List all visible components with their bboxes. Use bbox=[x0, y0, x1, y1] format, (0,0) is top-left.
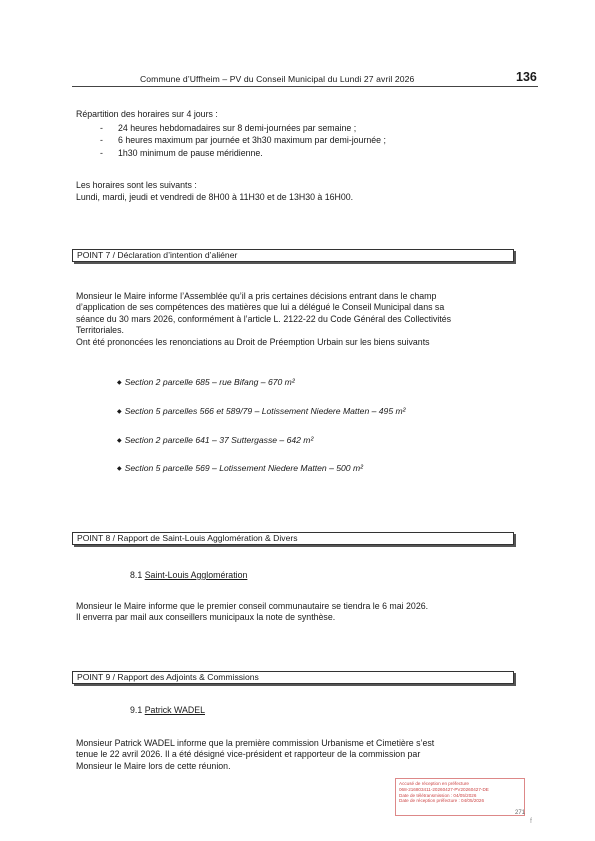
point9-paragraph: Monsieur Patrick WADEL informe que la première commission Urbanisme et Cimetière s’est tenue le 22 avril 2026. Il a été désigné vice-président et rapporteur de la commission par Monsieur le Maire lors de cette réunion. bbox=[76, 738, 435, 771]
scan-mark: f bbox=[530, 818, 532, 825]
point8-subheading: 8.1 Saint-Louis Agglomération bbox=[130, 570, 248, 580]
point7-paragraph: Monsieur le Maire informe l’Assemblée qu’il a pris certaines décisions entrant dans le champ d’application de ses compétences des matières que lui a délégué le Conseil Municipal dans sa séance du 30 mars 2026, conformément à l’article L. 2122-22 du Code Général des Collectivités Territoriales. Ont été prononcées les renonciations au Droit de Préemption Urbain sur les biens suivants bbox=[76, 291, 452, 347]
horaires-list bbox=[100, 122, 386, 159]
list-item: - 6 heures maximum par journée et 3h30 maximum par demi-journée ; bbox=[100, 135, 386, 146]
point9-subheading: 9.1 Patrick WADEL bbox=[130, 705, 205, 715]
list-item: - 1h30 minimum de pause méridienne. bbox=[100, 147, 263, 158]
point8-heading: POINT 8 / Rapport de Saint-Louis Agglomération & Divers bbox=[72, 532, 514, 545]
horaires-intro: Répartition des horaires sur 4 jours : bbox=[76, 109, 218, 119]
list-item: ◆ Section 5 parcelles 566 et 589/79 – Lotissement Niedere Matten – 495 m² bbox=[117, 406, 406, 416]
point9-heading: POINT 9 / Rapport des Adjoints & Commissions bbox=[72, 671, 514, 684]
prefecture-stamp: Accusé de réception en préfecture 068-216803411-20260427-PV20260427-DE Date de télétransmission : 04/05/2026 Date de réception préfecture : 04/05/2026 bbox=[395, 778, 525, 816]
schedule-label: Les horaires sont les suivants : bbox=[76, 180, 197, 190]
point7-heading: POINT 7 / Déclaration d’intention d’aliéner bbox=[72, 249, 514, 262]
page-number: 136 bbox=[516, 70, 537, 84]
parcel-list bbox=[117, 377, 517, 477]
page-reference: 271 bbox=[515, 810, 526, 816]
list-item: ◆ Section 2 parcelle 685 – rue Bifang – 670 m² bbox=[117, 377, 295, 387]
page-header-title: Commune d’Uffheim – PV du Conseil Municipal du Lundi 27 avril 2026 bbox=[140, 74, 415, 84]
schedule-text: Lundi, mardi, jeudi et vendredi de 8H00 à 11H30 et de 13H30 à 16H00. bbox=[76, 192, 354, 202]
list-item: - 24 heures hebdomadaires sur 8 demi-journées par semaine ; bbox=[100, 123, 357, 133]
list-item: ◆ Section 5 parcelle 569 – Lotissement Niedere Matten – 500 m² bbox=[117, 463, 363, 473]
list-item: ◆ Section 2 parcelle 641 – 37 Suttergasse – 642 m² bbox=[117, 435, 314, 445]
point8-paragraph: Monsieur le Maire informe que le premier conseil communautaire se tiendra le 6 mai 2026. Il enverra par mail aux conseillers municipaux la note de synthèse. bbox=[76, 601, 429, 623]
header-rule bbox=[72, 86, 538, 87]
